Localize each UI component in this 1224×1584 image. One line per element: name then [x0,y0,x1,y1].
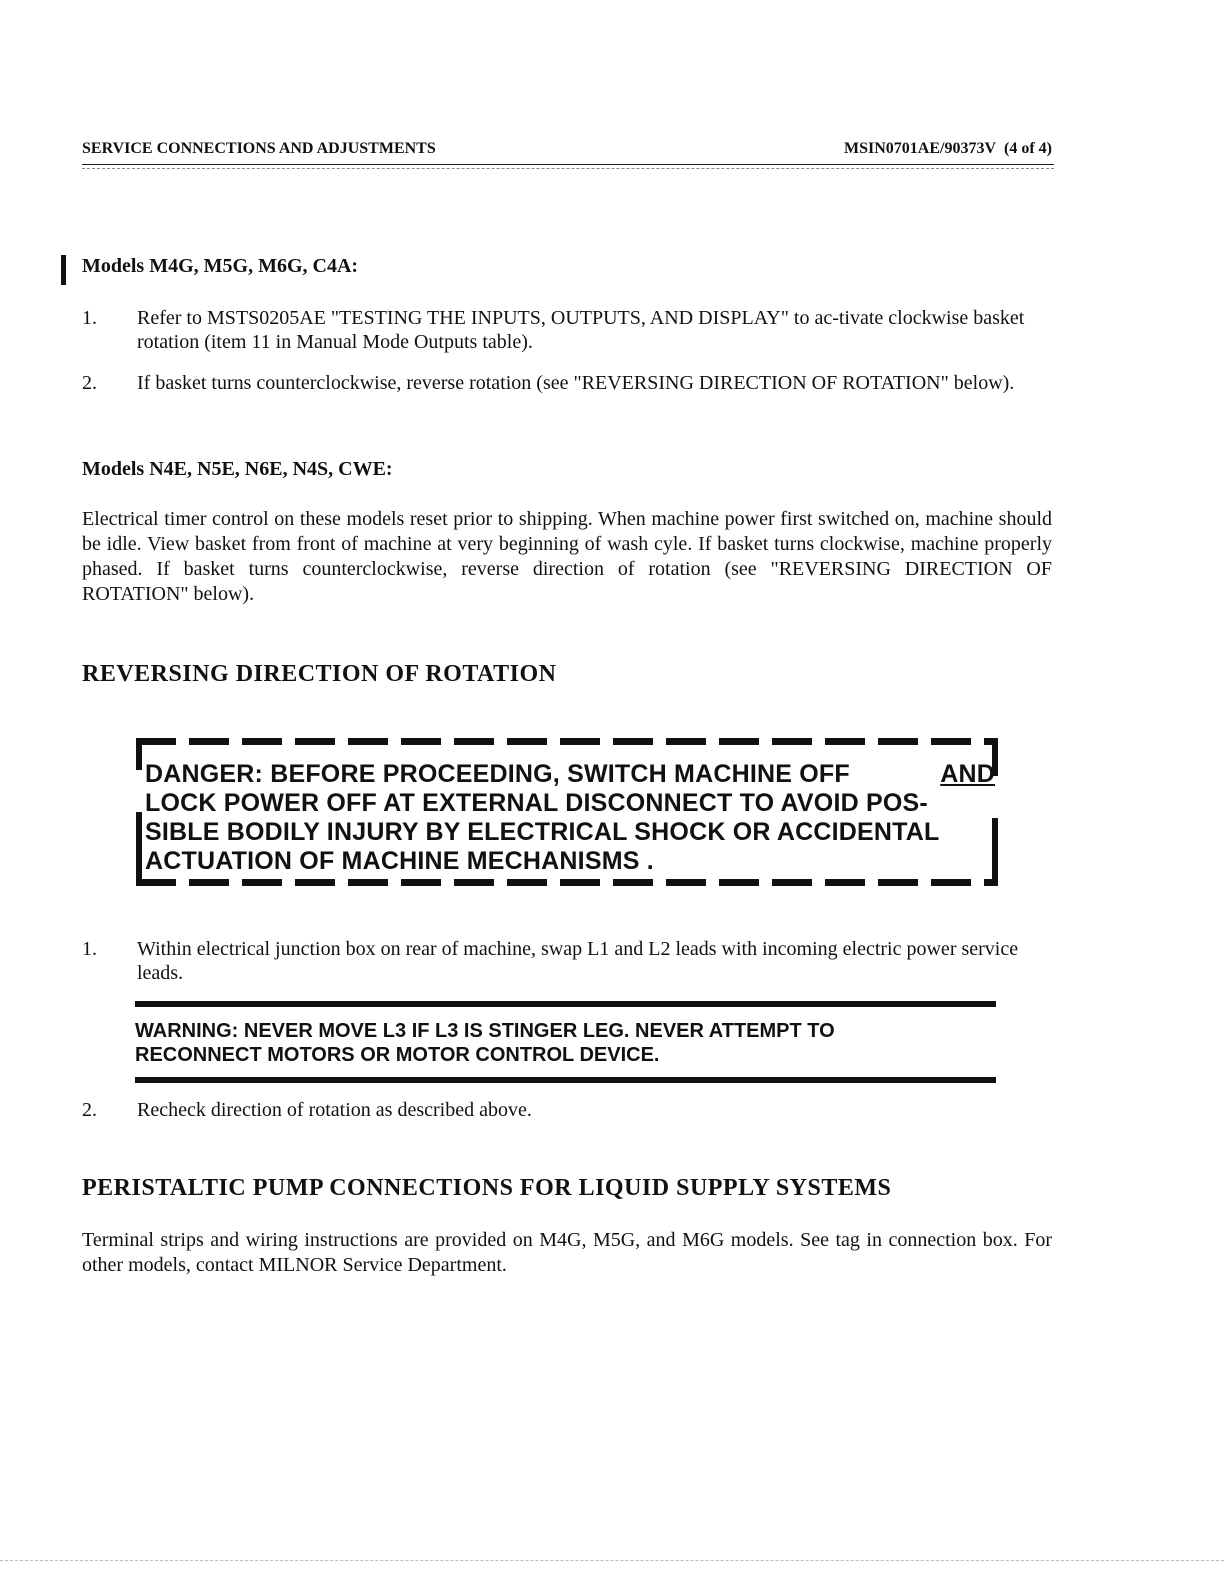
border-dash [189,738,229,745]
border-dash [825,738,865,745]
border-dash [878,879,918,886]
danger-notice [136,738,999,888]
border-dash [719,738,759,745]
border-dash [454,879,494,886]
warning-line-2: RECONNECT MOTORS OR MOTOR CONTROL DEVICE. [135,1044,660,1066]
header-section-title: SERVICE CONNECTIONS AND ADJUSTMENTS [82,140,436,157]
warning-line-1: WARNING: NEVER MOVE L3 IF L3 IS STINGER LEG. NEVER ATTEMPT TO [135,1020,835,1042]
danger-line-2: LOCK POWER OFF AT EXTERNAL DISCONNECT TO AVOID POS- [145,789,928,817]
border-dash [560,879,600,886]
reversing-section-title: REVERSING DIRECTION OF ROTATION [82,661,557,687]
danger-line-3: SIBLE BODILY INJURY BY ELECTRICAL SHOCK OR ACCIDENTAL [145,818,940,846]
danger-line-4: ACTUATION OF MACHINE MECHANISMS . [145,847,654,875]
warning-notice [135,1001,996,1083]
step-number: 1. [82,307,97,329]
border-dash [613,879,653,886]
models-g-heading: Models M4G, M5G, M6G, C4A: [82,255,359,277]
border-dash [507,879,547,886]
footer-rule [0,1560,1224,1561]
pump-paragraph: Terminal strips and wiring instructions are provided on M4G, M5G, and M6G models. See tag in connection box. For other models, contact MILNOR Service Department. [82,1229,1052,1276]
revision-change-bar [61,255,66,285]
step-text: Refer to MSTS0205AE "TESTING THE INPUTS, OUTPUTS, AND DISPLAY" to ac-tivate clockwise basket rotation (item 11 in Manual Mode Outputs table). [137,307,1025,353]
header-doc-reference [844,140,1052,158]
border-dash [242,738,282,745]
step-number: 2. [82,372,97,394]
step-number: 2. [82,1099,97,1121]
warning-message [135,1019,996,1067]
border-dash [825,879,865,886]
step-text: If basket turns counterclockwise, reverse rotation (see "REVERSING DIRECTION OF ROTATION" below). [137,372,1015,394]
border-dash [719,879,759,886]
border-dash [295,879,335,886]
border-dash [348,738,388,745]
header-page-number: (4 of 4) [1004,140,1052,157]
border-dash [666,879,706,886]
border-dash [772,879,812,886]
border-dash [560,738,600,745]
border-dash [878,738,918,745]
border-dash [348,879,388,886]
models-e-heading: Models N4E, N5E, N6E, N4S, CWE: [82,458,393,480]
border-dash [189,879,229,886]
models-e-paragraph: Electrical timer control on these models reset prior to shipping. When machine power first switched on, machine should be idle. View basket from front of machine at very beginning of wash cyle. If basket turns clockwise, machine properly phased. If basket turns counterclockwise, reverse direction of rotation (see "REVERSING DIRECTION OF ROTATION" below). [82,508,1052,605]
header-rule [82,168,1054,169]
border-dash [931,738,971,745]
danger-line-1 [145,760,995,789]
danger-emphasis-and: AND [940,760,995,788]
danger-line-1-text: DANGER: BEFORE PROCEEDING, SWITCH MACHINE OFF [145,760,850,788]
page-header [82,140,1054,165]
border-dash [242,879,282,886]
border-dash [295,738,335,745]
pump-section-title: PERISTALTIC PUMP CONNECTIONS FOR LIQUID SUPPLY SYSTEMS [82,1175,892,1201]
step-text: Recheck direction of rotation as described above. [137,1099,532,1121]
header-doc-id: MSIN0701AE/90373V [844,140,997,157]
border-dash [931,879,971,886]
step-text: Within electrical junction box on rear of machine, swap L1 and L2 leads with incoming electric power service leads. [137,938,1019,984]
border-dash [401,738,441,745]
border-dash [772,738,812,745]
border-dash [613,738,653,745]
danger-message [145,760,995,876]
border-dash [401,879,441,886]
step-number: 1. [82,938,97,960]
border-dash [666,738,706,745]
border-dash [507,738,547,745]
border-dash [454,738,494,745]
